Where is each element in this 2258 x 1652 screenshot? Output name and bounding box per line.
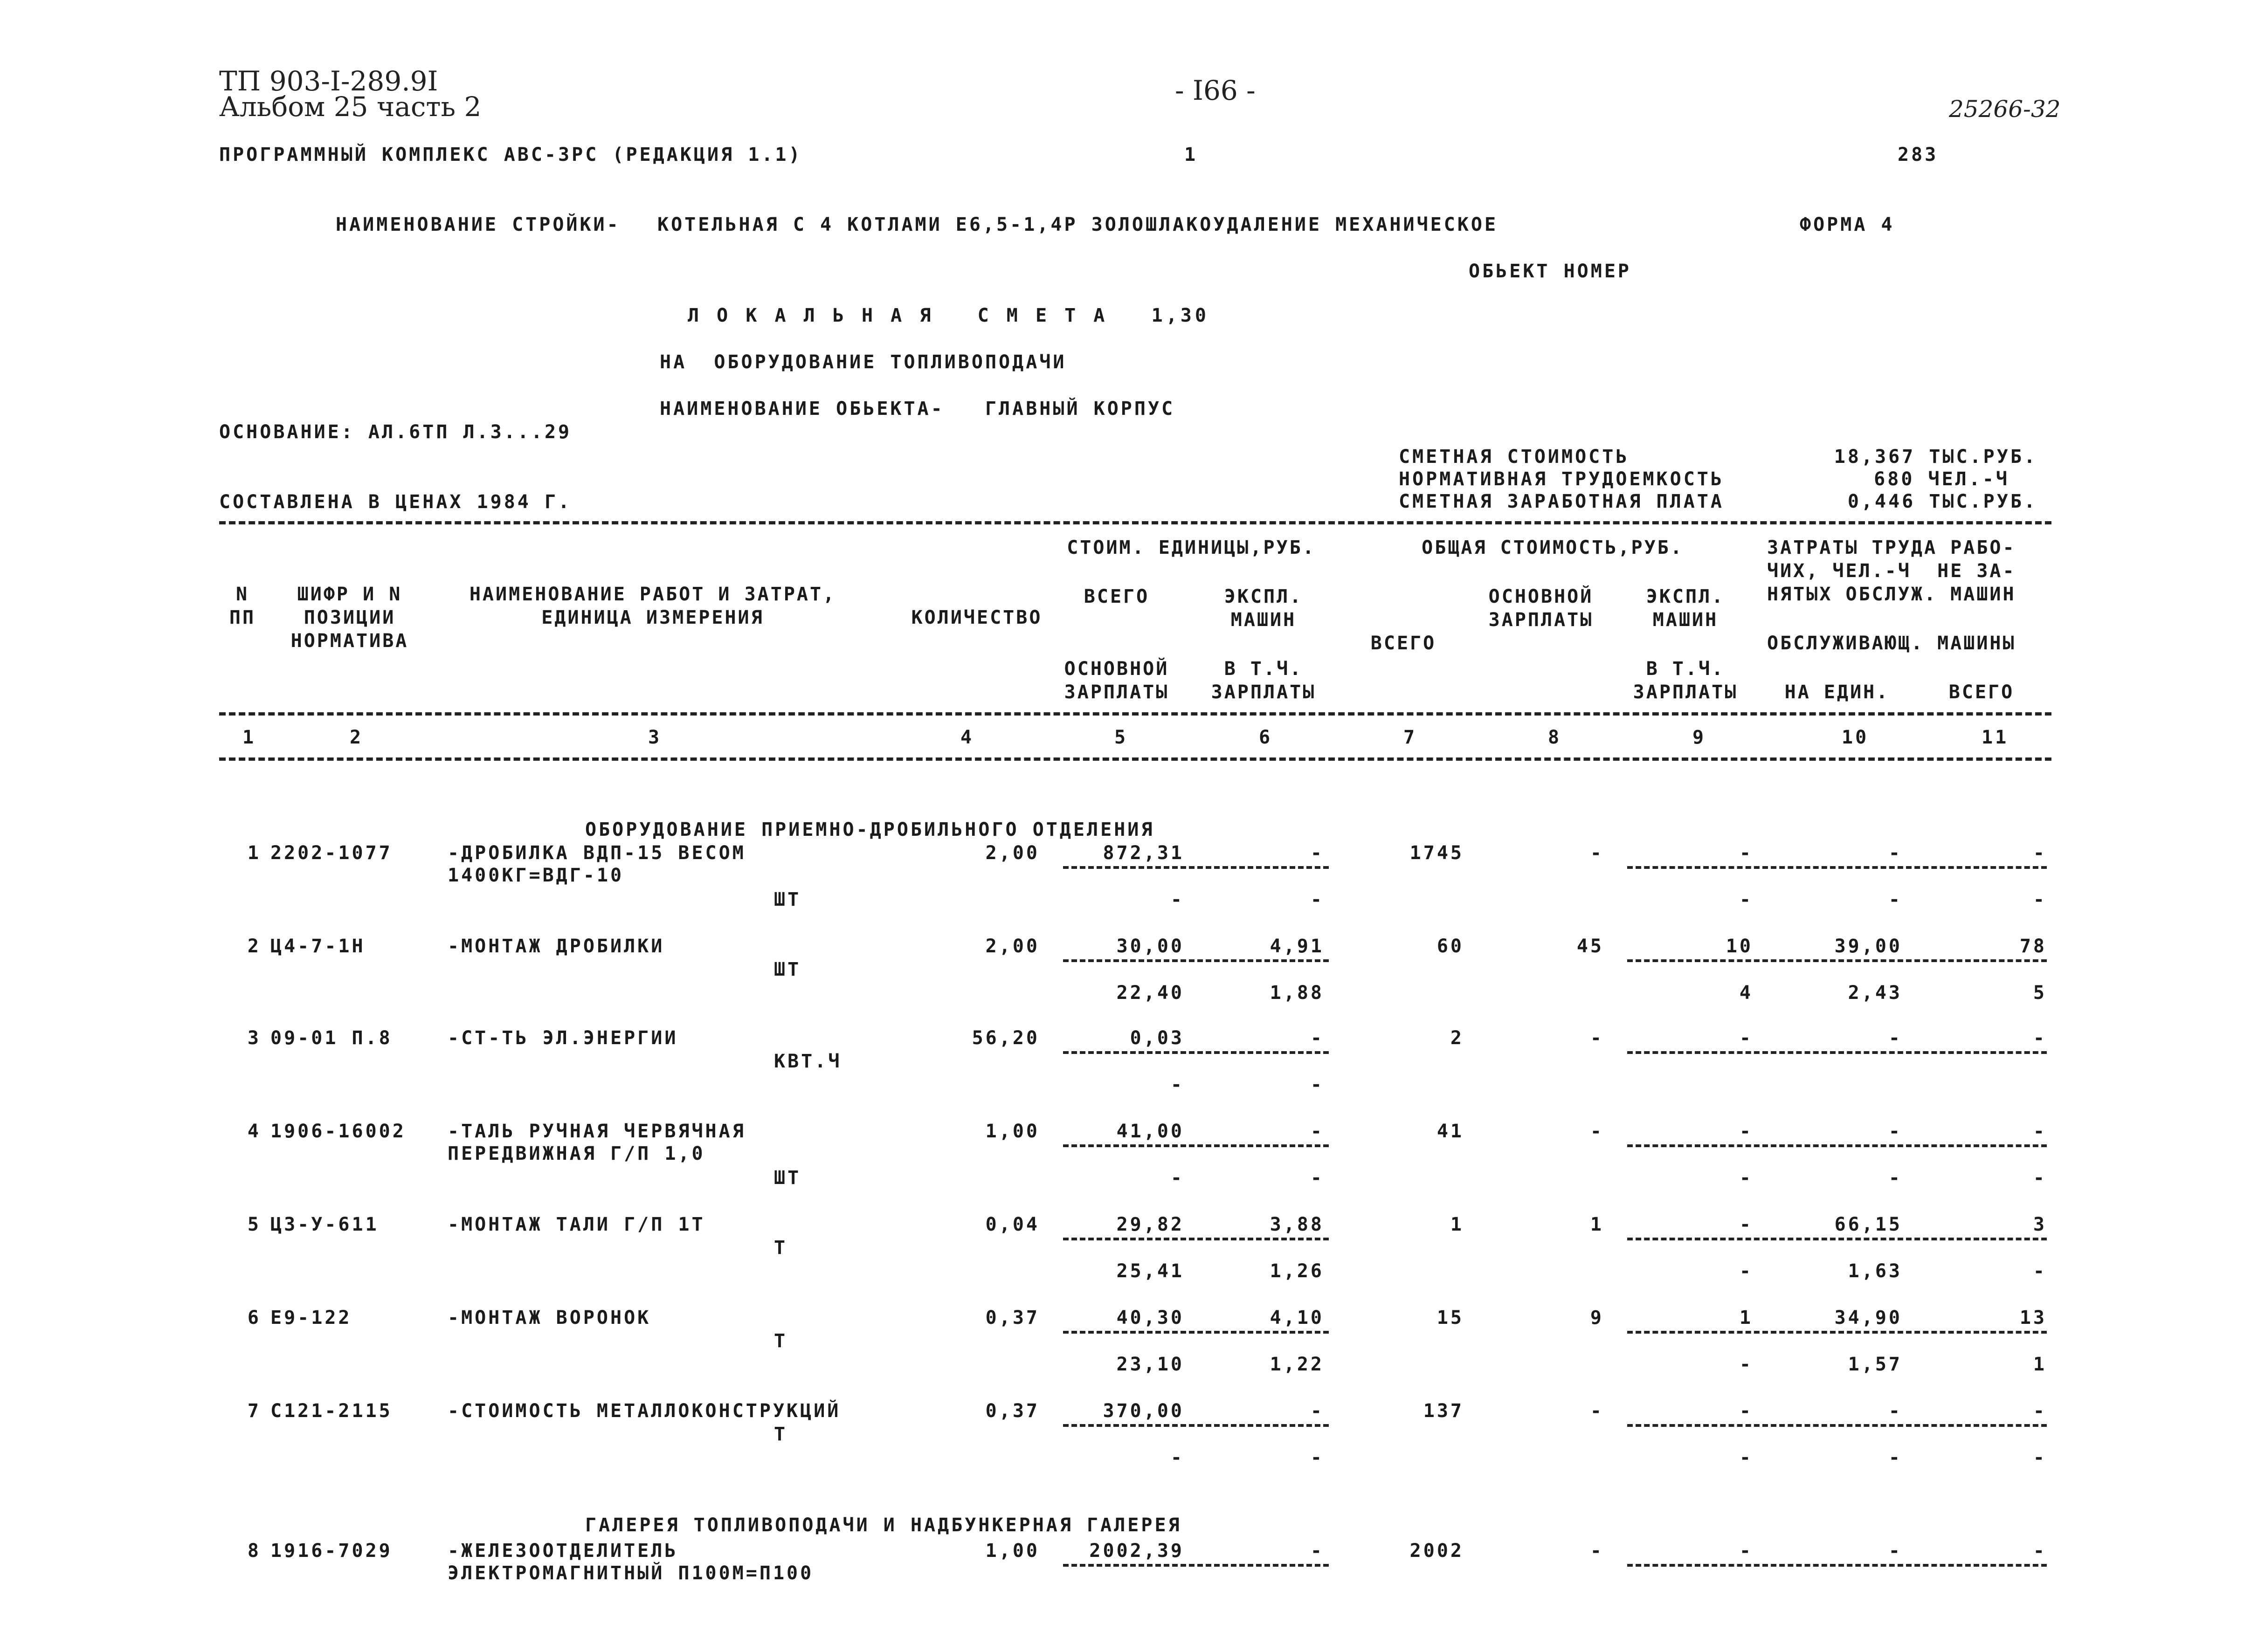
column-number: 10 (1842, 727, 1869, 748)
row-total-base-wage: - (1590, 1540, 1604, 1562)
row-unit: Т (774, 1424, 788, 1445)
row-unit: ШТ (774, 959, 801, 980)
row-code: 1906-16002 (270, 1121, 406, 1142)
header-rule-bottom (219, 757, 2051, 761)
row-labor-per-unit: - (1888, 842, 1902, 864)
row-code: Ц4-7-1Н (270, 936, 366, 957)
row-total-machines: - (1739, 1214, 1753, 1235)
album-part: Альбом 25 часть 2 (219, 91, 482, 123)
row-subrule-total (1627, 1424, 2047, 1427)
summary-label-cost: СМЕТНАЯ СТОИМОСТЬ (1399, 446, 1630, 468)
header-rule-mid (219, 712, 2051, 716)
row-unit-cost-all: 872,31 (1103, 842, 1184, 864)
col-header-labor-total: ВСЕГО (1948, 681, 2015, 703)
column-number: 11 (1982, 727, 2009, 748)
row-total-cost: 2 (1450, 1027, 1464, 1049)
row-unit-incl-wage: - (1310, 1447, 1324, 1468)
row-labor-per-unit: 66,15 (1834, 1214, 1902, 1235)
col-header-name: НАИМЕНОВАНИЕ РАБОТ И ЗАТРАТ, ЕДИНИЦА ИЗМЕРЕНИЯ (469, 584, 836, 628)
construction-name: КОТЕЛЬНАЯ С 4 КОТЛАМИ Е6,5-1,4Р ЗОЛОШЛАКОУДАЛЕНИЕ МЕХАНИЧЕСКОЕ (657, 214, 1498, 235)
row-name: -СТОИМОСТЬ МЕТАЛЛОКОНСТРУКЦИЙ (448, 1400, 841, 1422)
row-name-continued: 1400КГ=ВДГ-10 (448, 865, 624, 886)
row-name: -ТАЛЬ РУЧНАЯ ЧЕРВЯЧНАЯ (448, 1121, 746, 1142)
row-code: С121-2115 (270, 1400, 393, 1422)
column-number: 2 (350, 727, 364, 748)
row-total-base-wage: 1 (1590, 1214, 1604, 1235)
header-rule-top (219, 521, 2051, 524)
form-label: ФОРМА 4 (1800, 214, 1895, 235)
row-unit-base-wage: - (1170, 1074, 1184, 1095)
program-label: ПРОГРАММНЫЙ КОМПЛЕКС АВС-3РС (РЕДАКЦИЯ 1.1) (219, 144, 802, 165)
row-unit-cost-machines: 3,88 (1270, 1214, 1324, 1235)
row-number: 5 (247, 1214, 261, 1235)
row-subrule-total (1627, 1144, 2047, 1147)
col-header-total-cost: ОБЩАЯ СТОИМОСТЬ,РУБ. (1422, 537, 1684, 558)
row-subrule-total (1627, 866, 2047, 869)
row-service-per-unit: - (1888, 1167, 1902, 1189)
row-labor-per-unit: - (1888, 1121, 1902, 1142)
row-total-base-wage: - (1590, 1400, 1604, 1422)
row-name-continued: ПЕРЕДВИЖНАЯ Г/П 1,0 (448, 1143, 705, 1164)
row-subrule-unit (1063, 1144, 1329, 1147)
row-unit: КВТ.Ч (774, 1051, 842, 1072)
row-unit-base-wage: 23,10 (1116, 1354, 1184, 1375)
column-number: 9 (1692, 727, 1706, 748)
row-unit-base-wage: 25,41 (1116, 1260, 1184, 1282)
row-unit: Т (774, 1330, 788, 1352)
row-subrule-unit (1063, 1331, 1329, 1334)
row-labor-total: - (2033, 1540, 2047, 1562)
column-number: 7 (1403, 727, 1417, 748)
col-header-all: ВСЕГО (1084, 586, 1150, 607)
total-sheets: 283 (1898, 144, 1939, 165)
row-unit: Т (774, 1237, 788, 1259)
row-unit-cost-machines: - (1310, 1121, 1324, 1142)
row-total-incl-wage: - (1739, 889, 1753, 910)
row-service-total: - (2033, 1167, 2047, 1189)
row-number: 4 (247, 1121, 261, 1142)
row-subrule-total (1627, 1564, 2047, 1567)
doc-number: 25266-32 (1949, 96, 2061, 123)
row-total-machines: - (1739, 1027, 1753, 1049)
row-unit-cost-machines: - (1310, 1027, 1324, 1049)
row-total-machines: 10 (1726, 936, 1753, 957)
row-quantity: 0,37 (985, 1400, 1040, 1422)
row-labor-per-unit: 34,90 (1834, 1307, 1902, 1328)
row-subrule-unit (1063, 1238, 1329, 1240)
row-number: 2 (247, 936, 261, 957)
col-header-labor: ЗАТРАТЫ ТРУДА РАБО- ЧИХ, ЧЕЛ.-Ч НЕ ЗА- НЯТЫХ ОБСЛУЖ. МАШИН (1767, 537, 2016, 605)
row-subrule-unit (1063, 1424, 1329, 1427)
row-labor-total: - (2033, 842, 2047, 864)
row-name: -МОНТАЖ ДРОБИЛКИ (448, 936, 665, 957)
row-unit: ШТ (774, 889, 801, 910)
col-header-exp-mach: ЭКСПЛ. МАШИН (1224, 586, 1303, 631)
row-total-incl-wage: - (1739, 1354, 1753, 1375)
row-service-per-unit: 2,43 (1848, 982, 1902, 1004)
object-number: ОБЬЕКТ НОМЕР (1469, 261, 1631, 282)
row-unit-incl-wage: - (1310, 1074, 1324, 1095)
row-total-base-wage: - (1590, 1027, 1604, 1049)
section-title-gallery: ГАЛЕРЕЯ ТОПЛИВОПОДАЧИ И НАДБУНКЕРНАЯ ГАЛЕРЕЯ (585, 1514, 1182, 1536)
row-quantity: 0,04 (985, 1214, 1040, 1235)
col-header-num: N ПП (229, 584, 256, 628)
row-subrule-unit (1063, 959, 1329, 962)
row-quantity: 2,00 (985, 936, 1040, 957)
row-unit-cost-machines: 4,10 (1270, 1307, 1324, 1328)
row-number: 7 (247, 1400, 261, 1422)
row-subrule-total (1627, 1238, 2047, 1240)
row-name: -МОНТАЖ ТАЛИ Г/П 1Т (448, 1214, 705, 1235)
row-code: 09-01 П.8 (270, 1027, 393, 1049)
col-header-base-wage: ОСНОВНОЙ ЗАРПЛАТЫ (1064, 658, 1169, 703)
row-service-total: - (2033, 1447, 2047, 1468)
row-labor-total: - (2033, 1400, 2047, 1422)
row-unit-cost-machines: - (1310, 842, 1324, 864)
row-total-incl-wage: - (1739, 1167, 1753, 1189)
row-quantity: 56,20 (972, 1027, 1040, 1049)
row-service-per-unit: - (1888, 889, 1902, 910)
row-unit-base-wage: - (1170, 1447, 1184, 1468)
row-subrule-unit (1063, 866, 1329, 869)
row-unit-cost-machines: - (1310, 1400, 1324, 1422)
column-number: 3 (648, 727, 662, 748)
col-header-unit-cost: СТОИМ. ЕДИНИЦЫ,РУБ. (1067, 537, 1316, 558)
row-quantity: 2,00 (985, 842, 1040, 864)
summary-value-wage: 0,446 ТЫС.РУБ. (1847, 491, 2037, 512)
row-subrule-unit (1063, 1564, 1329, 1567)
row-subrule-unit (1063, 1051, 1329, 1054)
row-service-total: 1 (2033, 1354, 2047, 1375)
row-unit: ШТ (774, 1167, 801, 1189)
row-total-cost: 15 (1436, 1307, 1464, 1328)
row-labor-per-unit: - (1888, 1400, 1902, 1422)
col-header-per-unit: НА ЕДИН. (1784, 681, 1890, 703)
row-name: -МОНТАЖ ВОРОНОК (448, 1307, 651, 1328)
row-total-cost: 137 (1423, 1400, 1464, 1422)
summary-label-wage: СМЕТНАЯ ЗАРАБОТНАЯ ПЛАТА (1399, 491, 1724, 512)
column-number: 8 (1548, 727, 1562, 748)
row-service-per-unit: - (1888, 1447, 1902, 1468)
row-labor-total: - (2033, 1027, 2047, 1049)
estimate-title: Л О К А Л Ь Н А Я С М Е Т А 1,30 (688, 305, 1209, 326)
row-service-per-unit: 1,63 (1848, 1260, 1902, 1282)
row-unit-incl-wage: 1,88 (1270, 982, 1324, 1004)
row-total-machines: 1 (1739, 1307, 1753, 1328)
row-name: -СТ-ТЬ ЭЛ.ЭНЕРГИИ (448, 1027, 678, 1049)
row-code: 2202-1077 (270, 842, 393, 864)
row-service-total: - (2033, 1260, 2047, 1282)
column-number: 5 (1114, 727, 1128, 748)
col-header-qty: КОЛИЧЕСТВО (911, 607, 1043, 628)
summary-value-labor: 680 ЧЕЛ.-Ч (1874, 468, 2009, 490)
row-labor-total: 13 (2019, 1307, 2047, 1328)
page-number: - I66 - (1175, 75, 1256, 106)
row-total-cost: 1 (1450, 1214, 1464, 1235)
column-number: 6 (1259, 727, 1273, 748)
row-subrule-total (1627, 1331, 2047, 1334)
row-unit-base-wage: 22,40 (1116, 982, 1184, 1004)
row-total-incl-wage: 4 (1739, 982, 1753, 1004)
row-unit-incl-wage: - (1310, 889, 1324, 910)
row-total-cost: 60 (1436, 936, 1464, 957)
row-unit-base-wage: - (1170, 1167, 1184, 1189)
basis: ОСНОВАНИЕ: АЛ.6ТП Л.3...29 (219, 421, 572, 443)
row-labor-per-unit: 39,00 (1834, 936, 1902, 957)
row-total-base-wage: 9 (1590, 1307, 1604, 1328)
row-total-machines: - (1739, 1540, 1753, 1562)
prices-year: СОСТАВЛЕНА В ЦЕНАХ 1984 Г. (219, 491, 572, 513)
row-total-cost: 2002 (1409, 1540, 1464, 1562)
row-name: -ЖЕЛЕЗООТДЕЛИТЕЛЬ (448, 1540, 678, 1562)
col-header-service: ОБСЛУЖИВАЮЩ. МАШИНЫ (1767, 633, 2016, 654)
row-unit-base-wage: - (1170, 889, 1184, 910)
row-quantity: 1,00 (985, 1121, 1040, 1142)
row-total-cost: 1745 (1409, 842, 1464, 864)
object-name: НАИМЕНОВАНИЕ ОБЬЕКТА- ГЛАВНЫЙ КОРПУС (660, 398, 1175, 420)
row-total-incl-wage: - (1739, 1447, 1753, 1468)
row-labor-total: 3 (2033, 1214, 2047, 1235)
row-service-per-unit: 1,57 (1848, 1354, 1902, 1375)
row-total-base-wage: - (1590, 842, 1604, 864)
column-number: 4 (960, 727, 974, 748)
row-total-cost: 41 (1436, 1121, 1464, 1142)
row-name: -ДРОБИЛКА ВДП-15 ВЕСОМ (448, 842, 746, 864)
estimate-subject: НА ОБОРУДОВАНИЕ ТОПЛИВОПОДАЧИ (660, 351, 1067, 373)
row-unit-incl-wage: - (1310, 1167, 1324, 1189)
row-total-machines: - (1739, 842, 1753, 864)
row-unit-cost-all: 41,00 (1116, 1121, 1184, 1142)
row-name-continued: ЭЛЕКТРОМАГНИТНЫЙ П100М=П100 (448, 1563, 814, 1584)
row-total-base-wage: 45 (1576, 936, 1604, 957)
section-title-crushing: ОБОРУДОВАНИЕ ПРИЕМНО-ДРОБИЛЬНОГО ОТДЕЛЕНИЯ (585, 819, 1155, 840)
summary-label-labor: НОРМАТИВНАЯ ТРУДОЕМКОСТЬ (1399, 468, 1724, 490)
col-header-incl-wage: В Т.Ч. ЗАРПЛАТЫ (1211, 658, 1316, 703)
col-header-total-incl: В Т.Ч. ЗАРПЛАТЫ (1633, 658, 1738, 703)
row-unit-cost-all: 370,00 (1103, 1400, 1184, 1422)
row-unit-cost-machines: 4,91 (1270, 936, 1324, 957)
row-service-total: 5 (2033, 982, 2047, 1004)
row-number: 1 (247, 842, 261, 864)
column-number: 1 (242, 727, 256, 748)
row-number: 8 (247, 1540, 261, 1562)
row-total-machines: - (1739, 1121, 1753, 1142)
row-subrule-total (1627, 959, 2047, 962)
row-labor-total: - (2033, 1121, 2047, 1142)
row-unit-cost-all: 0,03 (1130, 1027, 1184, 1049)
row-unit-cost-all: 40,30 (1116, 1307, 1184, 1328)
row-labor-per-unit: - (1888, 1540, 1902, 1562)
row-unit-cost-machines: - (1310, 1540, 1324, 1562)
row-subrule-total (1627, 1051, 2047, 1054)
row-total-base-wage: - (1590, 1121, 1604, 1142)
row-code: 1916-7029 (270, 1540, 393, 1562)
construction-label: НАИМЕНОВАНИЕ СТРОЙКИ- (336, 214, 621, 235)
summary-value-cost: 18,367 ТЫС.РУБ. (1834, 446, 2037, 468)
row-number: 6 (247, 1307, 261, 1328)
row-total-incl-wage: - (1739, 1260, 1753, 1282)
row-total-machines: - (1739, 1400, 1753, 1422)
row-number: 3 (247, 1027, 261, 1049)
row-service-total: - (2033, 889, 2047, 910)
col-header-code: ШИФР И N ПОЗИЦИИ НОРМАТИВА (290, 584, 409, 652)
col-header-total-exp: ЭКСПЛ. МАШИН (1646, 586, 1725, 631)
sheet-number: 1 (1184, 144, 1198, 165)
row-unit-cost-all: 29,82 (1116, 1214, 1184, 1235)
col-header-total-all: ВСЕГО (1370, 633, 1436, 654)
col-header-total-base: ОСНОВНОЙ ЗАРПЛАТЫ (1488, 586, 1594, 631)
row-unit-incl-wage: 1,22 (1270, 1354, 1324, 1375)
row-unit-cost-all: 30,00 (1116, 936, 1184, 957)
row-quantity: 0,37 (985, 1307, 1040, 1328)
row-code: Ц3-У-611 (270, 1214, 379, 1235)
row-quantity: 1,00 (985, 1540, 1040, 1562)
row-unit-cost-all: 2002,39 (1089, 1540, 1184, 1562)
row-unit-incl-wage: 1,26 (1270, 1260, 1324, 1282)
document-code: ТП 903-I-289.9I (219, 65, 438, 97)
row-labor-per-unit: - (1888, 1027, 1902, 1049)
row-labor-total: 78 (2019, 936, 2047, 957)
row-code: Е9-122 (270, 1307, 352, 1328)
